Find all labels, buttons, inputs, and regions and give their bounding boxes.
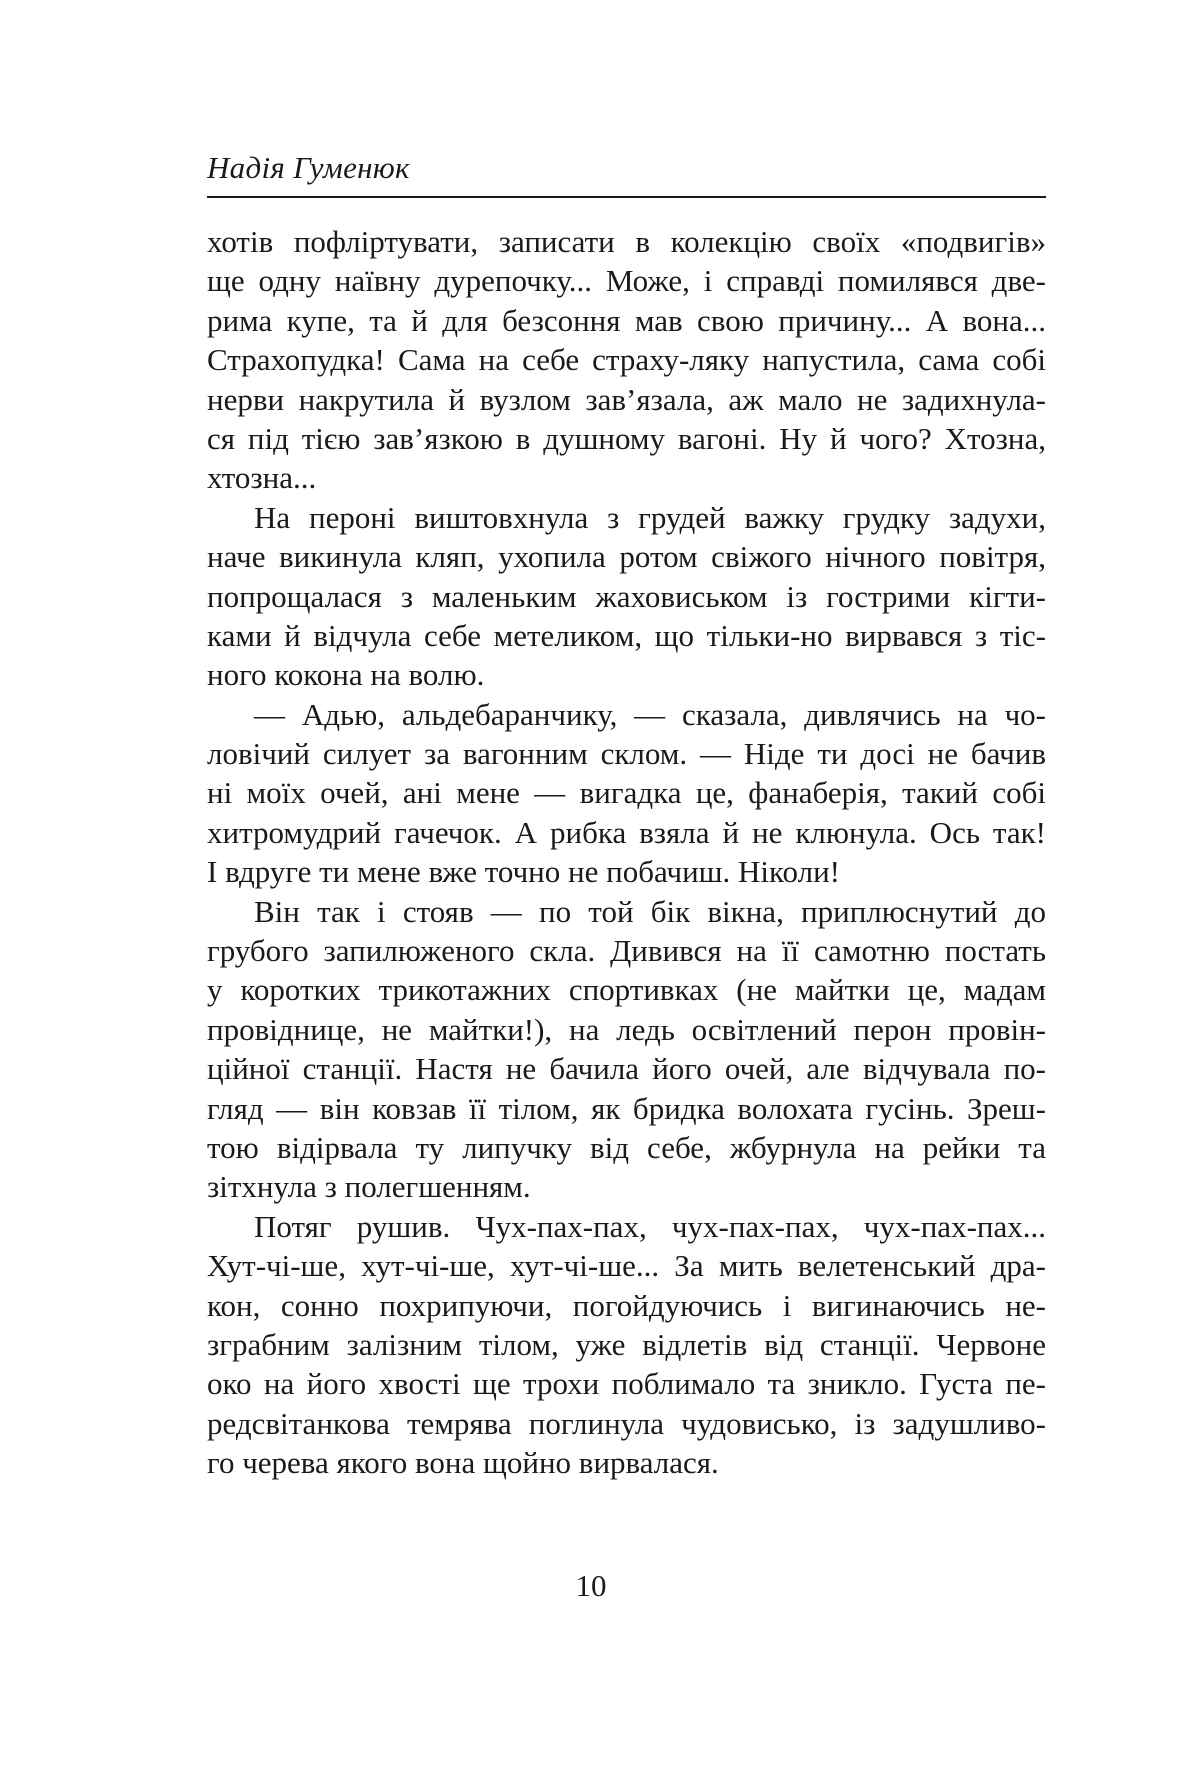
header-rule [207, 196, 1046, 198]
text-line: ловічий силует за вагонним склом. — Ніде ти досі не бачив [207, 736, 1046, 772]
text-line: гляд — він ковзав її тілом, як бридка волохата гусінь. Зреш- [207, 1090, 1046, 1126]
text-line: ційної станції. Настя не бачила його очей, але відчувала по- [207, 1051, 1046, 1087]
text-line: На пероні виштовхнула з грудей важку грудку задухи, [254, 499, 1046, 535]
text-line: око на його хвості ще трохи поблимало та зникло. Густа пе- [207, 1366, 1046, 1402]
text-line: хтозна... [207, 460, 317, 496]
text-line: рима купе, та й для безсоння мав свою причину... А вона... [207, 302, 1046, 338]
paragraph [207, 222, 1046, 498]
paragraph [207, 1207, 1046, 1483]
paragraph [207, 695, 1046, 892]
text-line: провіднице, не майтки!), на ледь освітлений перон провін- [207, 1011, 1046, 1047]
running-header-author: Надія Гуменюк [207, 150, 410, 185]
text-line: ні моїх очей, ані мене — вигадка це, фанаберія, такий собі [207, 775, 1046, 811]
text-line: ками й відчула себе метеликом, що тільки-но вирвався з тіс- [207, 617, 1046, 653]
text-line: Хут-чі-ше, хут-чі-ше, хут-чі-ше... За мить велетенський дра- [207, 1248, 1046, 1284]
text-line: наче викинула кляп, ухопила ротом свіжого нічного повітря, [207, 539, 1046, 575]
text-line: го черева якого вона щойно вирвалася. [207, 1445, 719, 1481]
text-line: хитромудрий гачечок. А рибка взяла й не клюнула. Ось так! [207, 814, 1046, 850]
text-line: тою відірвала ту липучку від себе, жбурнула на рейки та [207, 1129, 1046, 1165]
text-line: Він так і стояв — по той бік вікна, приплюснутий до [254, 893, 1046, 929]
text-line: — Адью, альдебаранчику, — сказала, дивлячись на чо- [254, 696, 1046, 732]
text-line: ся під тією зав’язкою в душному вагоні. Ну й чого? Хтозна, [207, 420, 1046, 456]
text-line: зітхнула з полегшенням. [207, 1169, 531, 1205]
text-line: нерви накрутила й вузлом зав’язала, аж мало не задихнула- [207, 381, 1046, 417]
text-line: І вдруге ти мене вже точно не побачиш. Ніколи! [207, 854, 841, 890]
text-line: редсвітанкова темрява поглинула чудовисько, із задушливо- [207, 1405, 1046, 1441]
text-line: зграбним залізним тілом, уже відлетів від станції. Червоне [207, 1326, 1046, 1362]
text-line: у коротких трикотажних спортивках (не майтки це, мадам [207, 972, 1046, 1008]
text-line: ного кокона на волю. [207, 657, 485, 693]
text-line: попрощалася з маленьким жаховиськом із гострими кігти- [207, 578, 1046, 614]
text-line: грубого запилюженого скла. Дивився на її самотню постать [207, 933, 1046, 969]
paragraph [207, 498, 1046, 695]
text-line: Страхопудка! Сама на себе страху-ляку напустила, сама собі [207, 342, 1046, 378]
page-number: 10 [575, 1568, 607, 1603]
text-line: кон, сонно похрипуючи, погойдуючись і вигинаючись не- [207, 1287, 1046, 1323]
paragraph [207, 892, 1046, 1207]
text-line: ще одну наївну дурепочку... Може, і справді помилявся две- [207, 263, 1046, 299]
text-line: хотів пофліртувати, записати в колекцію своїх «подвигів» [207, 224, 1046, 259]
body-text [207, 222, 1046, 1483]
text-line: Потяг рушив. Чух-пах-пах, чух-пах-пах, чух-пах-пах... [254, 1208, 1046, 1244]
